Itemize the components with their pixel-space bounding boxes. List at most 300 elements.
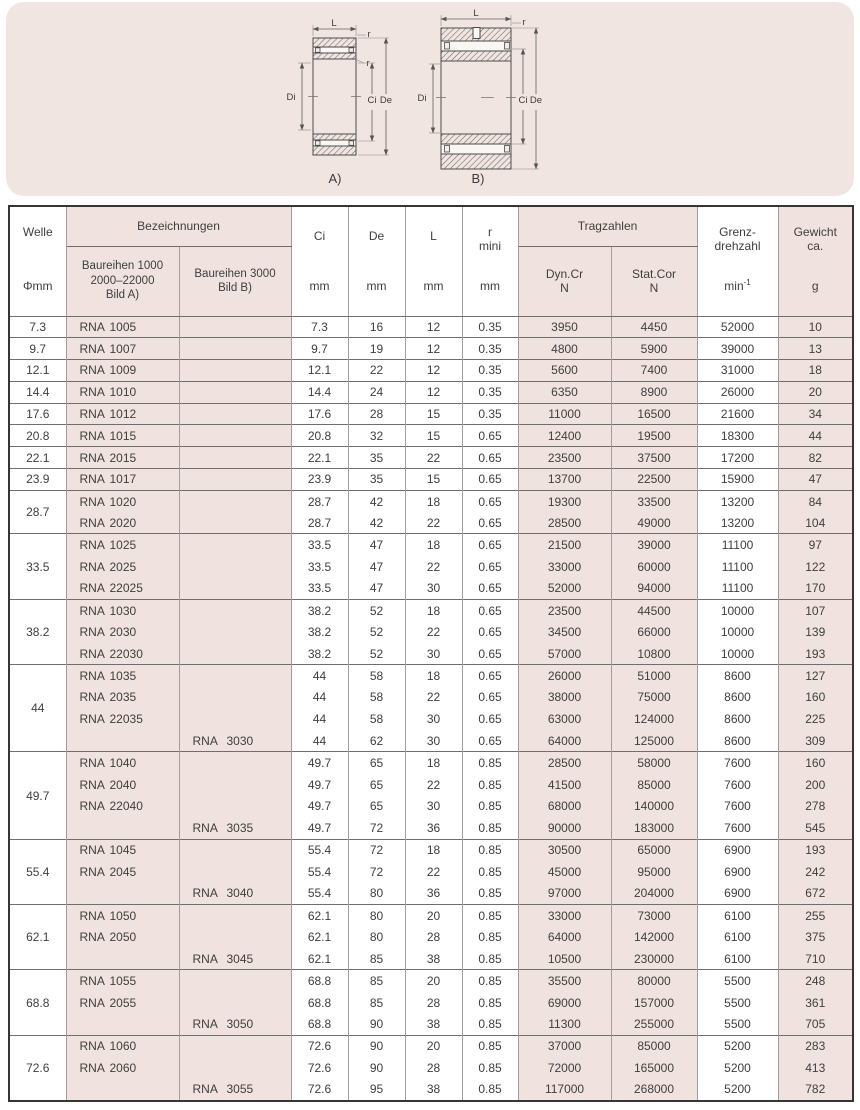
table-row [9, 992, 853, 1014]
table-body [9, 316, 853, 1101]
welle-cell: 72.6 [9, 1035, 66, 1100]
designation-cell-a [66, 490, 179, 512]
table-row [9, 469, 853, 491]
l-cell: 12 [405, 381, 462, 403]
r-mini-cell: 0.65 [462, 687, 518, 709]
l-cell: 22 [405, 447, 462, 469]
grenzdrehzahl-cell: 13200 [697, 512, 778, 534]
grenzdrehzahl-cell: 8600 [697, 665, 778, 687]
r-mini-cell: 0.85 [462, 992, 518, 1014]
designation-number: 2035 [109, 690, 137, 705]
de-cell: 35 [348, 469, 405, 491]
designation-cell-a [66, 469, 179, 491]
designation-number: 1012 [109, 407, 137, 422]
designation-number: 1015 [109, 428, 137, 443]
grenzdrehzahl-cell: 8600 [697, 708, 778, 730]
dim-label-de-b: De [529, 95, 543, 106]
designation-number: 1040 [109, 756, 137, 771]
designation-cell-b [179, 447, 291, 469]
diagram-caption-b: B) [471, 171, 485, 186]
gewicht-cell: 200 [778, 774, 853, 796]
dyncr-cell: 35500 [518, 970, 611, 992]
de-cell: 65 [348, 752, 405, 774]
welle-cell: 55.4 [9, 839, 66, 904]
statcor-cell: 51000 [611, 665, 697, 687]
l-cell: 15 [405, 403, 462, 425]
grenzdrehzahl-cell: 5200 [697, 1057, 778, 1079]
designation-cell-a [66, 665, 179, 687]
designation-prefix: RNA [79, 646, 105, 661]
designation-cell-b [179, 687, 291, 709]
ci-cell: 23.9 [291, 469, 348, 491]
de-cell: 16 [348, 316, 405, 338]
table-row [9, 861, 853, 883]
dyncr-cell: 30500 [518, 839, 611, 861]
l-cell: 18 [405, 839, 462, 861]
header-grenz-label2: drehzahl [714, 239, 761, 254]
table-row [9, 817, 853, 839]
dyncr-cell: 12400 [518, 425, 611, 447]
designation-cell-a [66, 687, 179, 709]
dyncr-cell: 63000 [518, 708, 611, 730]
welle-cell: 12.1 [9, 360, 66, 382]
grenzdrehzahl-cell: 6100 [697, 948, 778, 970]
grenzdrehzahl-cell: 7600 [697, 774, 778, 796]
statcor-cell: 66000 [611, 621, 697, 643]
designation-number: 2045 [109, 864, 137, 879]
r-mini-cell: 0.35 [462, 316, 518, 338]
l-cell: 18 [405, 752, 462, 774]
ci-cell: 33.5 [291, 534, 348, 556]
ci-cell: 9.7 [291, 338, 348, 360]
de-cell: 80 [348, 926, 405, 948]
designation-number: 1020 [109, 494, 137, 509]
header-dyncr: Dyn.Cr N [518, 246, 611, 316]
designation-prefix: RNA [79, 995, 105, 1010]
statcor-cell: 183000 [611, 817, 697, 839]
ci-cell: 44 [291, 687, 348, 709]
dyncr-cell: 5600 [518, 360, 611, 382]
gewicht-cell: 248 [778, 970, 853, 992]
header-welle-unit: Φmm [22, 279, 53, 294]
designation-cell-b [179, 403, 291, 425]
grenzdrehzahl-cell: 21600 [697, 403, 778, 425]
grenzdrehzahl-cell: 10000 [697, 599, 778, 621]
l-cell: 18 [405, 534, 462, 556]
designation-cell-b [179, 1057, 291, 1079]
dim-label-l-b: L [473, 8, 479, 19]
dyncr-cell: 11000 [518, 403, 611, 425]
header-de [348, 206, 405, 316]
gewicht-cell: 283 [778, 1035, 853, 1057]
gewicht-cell: 160 [778, 752, 853, 774]
de-cell: 95 [348, 1079, 405, 1101]
header-r-mini [462, 206, 518, 316]
grenzdrehzahl-cell: 26000 [697, 381, 778, 403]
table-row [9, 381, 853, 403]
designation-cell-a [66, 1014, 179, 1036]
gewicht-cell: 104 [778, 512, 853, 534]
l-cell: 36 [405, 883, 462, 905]
designation-prefix: RNA [79, 472, 105, 487]
r-mini-cell: 0.65 [462, 512, 518, 534]
header-tragzahlen-label: Tragzahlen [577, 219, 638, 234]
welle-cell: 44 [9, 665, 66, 752]
designation-number: 2060 [109, 1060, 137, 1075]
gewicht-cell: 34 [778, 403, 853, 425]
designation-cell-b [179, 1014, 291, 1036]
designation-cell-a [66, 861, 179, 883]
header-bezeichnungen-label: Bezeichnungen [137, 219, 220, 234]
grenzdrehzahl-cell: 6100 [697, 905, 778, 927]
designation-number: 1010 [109, 385, 137, 400]
ci-cell: 38.2 [291, 621, 348, 643]
statcor-cell: 10800 [611, 643, 697, 665]
ci-cell: 44 [291, 708, 348, 730]
designation-cell-b [179, 883, 291, 905]
designation-cell-a [66, 992, 179, 1014]
de-cell: 90 [348, 1057, 405, 1079]
designation-cell-a [66, 578, 179, 600]
designation-cell-a [66, 338, 179, 360]
designation-prefix: RNA [79, 908, 105, 923]
header-r-label2: mini [479, 239, 502, 254]
designation-number: 1005 [109, 319, 137, 334]
ci-cell: 72.6 [291, 1057, 348, 1079]
designation-cell-a [66, 970, 179, 992]
ci-cell: 7.3 [291, 316, 348, 338]
designation-cell-a [66, 643, 179, 665]
gewicht-cell: 44 [778, 425, 853, 447]
table-row [9, 926, 853, 948]
r-mini-cell: 0.85 [462, 905, 518, 927]
de-cell: 47 [348, 578, 405, 600]
designation-cell-b [179, 425, 291, 447]
de-cell: 42 [348, 490, 405, 512]
table-row [9, 883, 853, 905]
l-cell: 28 [405, 926, 462, 948]
designation-prefix: RNA [79, 756, 105, 771]
gewicht-cell: 84 [778, 490, 853, 512]
ci-cell: 17.6 [291, 403, 348, 425]
gewicht-cell: 242 [778, 861, 853, 883]
designation-cell-a [66, 752, 179, 774]
r-mini-cell: 0.35 [462, 360, 518, 382]
header-grenzdrehzahl [697, 206, 778, 316]
ci-cell: 68.8 [291, 1014, 348, 1036]
dyncr-cell: 38000 [518, 687, 611, 709]
designation-prefix: RNA [79, 363, 105, 378]
dyncr-cell: 57000 [518, 643, 611, 665]
ci-cell: 62.1 [291, 948, 348, 970]
r-mini-cell: 0.85 [462, 1079, 518, 1101]
statcor-cell: 49000 [611, 512, 697, 534]
gewicht-cell: 710 [778, 948, 853, 970]
designation-prefix: RNA [79, 385, 105, 400]
bearing-diagrams [278, 2, 578, 192]
gewicht-cell: 97 [778, 534, 853, 556]
table-row [9, 665, 853, 687]
designation-cell-b [179, 948, 291, 970]
table-row [9, 599, 853, 621]
designation-cell-a [66, 534, 179, 556]
ci-cell: 49.7 [291, 752, 348, 774]
designation-cell-a [66, 905, 179, 927]
designation-cell-a [66, 708, 179, 730]
table-row [9, 687, 853, 709]
designation-prefix: RNA [79, 581, 105, 596]
r-mini-cell: 0.35 [462, 338, 518, 360]
l-cell: 12 [405, 316, 462, 338]
designation-number: 2040 [109, 777, 137, 792]
designation-number: 1035 [109, 668, 137, 683]
statcor-cell: 19500 [611, 425, 697, 447]
header-gewicht-label2: ca. [807, 239, 824, 254]
table-row [9, 970, 853, 992]
de-cell: 19 [348, 338, 405, 360]
designation-cell-a [66, 796, 179, 818]
l-cell: 22 [405, 556, 462, 578]
de-cell: 24 [348, 381, 405, 403]
ci-cell: 55.4 [291, 839, 348, 861]
dim-label-ci-b: Ci [518, 95, 528, 106]
designation-cell-b [179, 1079, 291, 1101]
de-cell: 28 [348, 403, 405, 425]
designation-prefix: RNA [79, 843, 105, 858]
designation-cell-a [66, 381, 179, 403]
statcor-cell: 73000 [611, 905, 697, 927]
de-cell: 72 [348, 817, 405, 839]
r-mini-cell: 0.85 [462, 861, 518, 883]
dyncr-cell: 33000 [518, 905, 611, 927]
dim-label-de-a: De [379, 95, 393, 106]
designation-prefix: RNA [79, 494, 105, 509]
designation-cell-b [179, 774, 291, 796]
header-de-unit: mm [366, 279, 387, 294]
header-welle-label: Welle [22, 225, 53, 240]
welle-cell: 33.5 [9, 534, 66, 599]
dim-label-di-a: Di [286, 92, 296, 103]
dyncr-cell: 68000 [518, 796, 611, 818]
designation-cell-a [66, 316, 179, 338]
l-cell: 20 [405, 970, 462, 992]
table-row [9, 796, 853, 818]
designation-prefix: RNA [192, 1082, 218, 1097]
l-cell: 28 [405, 992, 462, 1014]
table-row [9, 512, 853, 534]
designation-number: 1017 [109, 472, 137, 487]
welle-cell: 23.9 [9, 469, 66, 491]
designation-prefix: RNA [79, 1060, 105, 1075]
grenzdrehzahl-cell: 17200 [697, 447, 778, 469]
designation-cell-b [179, 578, 291, 600]
designation-cell-b [179, 905, 291, 927]
dyncr-cell: 97000 [518, 883, 611, 905]
gewicht-cell: 170 [778, 578, 853, 600]
dyncr-cell: 11300 [518, 1014, 611, 1036]
designation-prefix: RNA [192, 820, 218, 835]
designation-number: 2030 [109, 625, 137, 640]
r-mini-cell: 0.65 [462, 578, 518, 600]
designation-cell-a [66, 774, 179, 796]
designation-prefix: RNA [192, 1017, 218, 1032]
de-cell: 62 [348, 730, 405, 752]
designation-number: 2055 [109, 995, 137, 1010]
statcor-cell: 85000 [611, 774, 697, 796]
header-ci-unit: mm [309, 279, 330, 294]
statcor-cell: 94000 [611, 578, 697, 600]
designation-cell-b [179, 360, 291, 382]
header-welle [9, 206, 66, 316]
gewicht-cell: 361 [778, 992, 853, 1014]
statcor-cell: 60000 [611, 556, 697, 578]
de-cell: 52 [348, 599, 405, 621]
dyncr-cell: 23500 [518, 599, 611, 621]
designation-number: 2015 [109, 450, 137, 465]
grenzdrehzahl-cell: 6900 [697, 883, 778, 905]
r-mini-cell: 0.65 [462, 643, 518, 665]
l-cell: 38 [405, 1079, 462, 1101]
table-row [9, 447, 853, 469]
de-cell: 80 [348, 905, 405, 927]
table-row [9, 403, 853, 425]
ci-cell: 68.8 [291, 992, 348, 1014]
designation-cell-b [179, 1035, 291, 1057]
welle-cell: 20.8 [9, 425, 66, 447]
de-cell: 85 [348, 992, 405, 1014]
r-mini-cell: 0.65 [462, 490, 518, 512]
r-mini-cell: 0.65 [462, 534, 518, 556]
grenzdrehzahl-cell: 6900 [697, 861, 778, 883]
grenzdrehzahl-cell: 7600 [697, 752, 778, 774]
grenzdrehzahl-cell: 39000 [697, 338, 778, 360]
designation-prefix: RNA [79, 538, 105, 553]
r-mini-cell: 0.65 [462, 447, 518, 469]
statcor-cell: 4450 [611, 316, 697, 338]
ci-cell: 12.1 [291, 360, 348, 382]
r-mini-cell: 0.85 [462, 817, 518, 839]
designation-cell-a [66, 556, 179, 578]
grenzdrehzahl-cell: 7600 [697, 817, 778, 839]
gewicht-cell: 672 [778, 883, 853, 905]
header-grenz-unit: $\min^{-1}$ [724, 278, 751, 294]
statcor-cell: 33500 [611, 490, 697, 512]
table-row [9, 556, 853, 578]
ci-cell: 14.4 [291, 381, 348, 403]
l-cell: 22 [405, 512, 462, 534]
dim-label-r-top-b: r [522, 17, 526, 28]
de-cell: 52 [348, 621, 405, 643]
dyncr-cell: 13700 [518, 469, 611, 491]
r-mini-cell: 0.85 [462, 774, 518, 796]
grenzdrehzahl-cell: 11100 [697, 578, 778, 600]
designation-number: 22035 [109, 712, 143, 727]
designation-cell-a [66, 1079, 179, 1101]
dyncr-cell: 4800 [518, 338, 611, 360]
dyncr-cell: 45000 [518, 861, 611, 883]
l-cell: 30 [405, 796, 462, 818]
table-row [9, 948, 853, 970]
bearing-diagram-b [418, 8, 543, 186]
designation-prefix: RNA [79, 777, 105, 792]
header-baureihe-a: Baureihen 1000 2000–22000 Bild A) [66, 246, 179, 316]
designation-cell-b [179, 970, 291, 992]
r-mini-cell: 0.65 [462, 708, 518, 730]
table-row [9, 578, 853, 600]
designation-cell-b [179, 512, 291, 534]
dyncr-cell: 72000 [518, 1057, 611, 1079]
designation-cell-a [66, 447, 179, 469]
designation-number: 3050 [226, 1017, 254, 1032]
table-row [9, 425, 853, 447]
grenzdrehzahl-cell: 7600 [697, 796, 778, 818]
statcor-cell: 255000 [611, 1014, 697, 1036]
de-cell: 32 [348, 425, 405, 447]
statcor-cell: 8900 [611, 381, 697, 403]
r-mini-cell: 0.85 [462, 796, 518, 818]
grenzdrehzahl-cell: 5500 [697, 970, 778, 992]
welle-cell: 22.1 [9, 447, 66, 469]
dyncr-cell: 33000 [518, 556, 611, 578]
dyncr-cell: 69000 [518, 992, 611, 1014]
designation-cell-a [66, 839, 179, 861]
r-mini-cell: 0.85 [462, 926, 518, 948]
designation-prefix: RNA [79, 450, 105, 465]
table-row [9, 490, 853, 512]
gewicht-cell: 278 [778, 796, 853, 818]
gewicht-cell: 13 [778, 338, 853, 360]
grenzdrehzahl-cell: 13200 [697, 490, 778, 512]
r-mini-cell: 0.65 [462, 425, 518, 447]
table-row [9, 774, 853, 796]
grenzdrehzahl-cell: 8600 [697, 730, 778, 752]
r-mini-cell: 0.65 [462, 599, 518, 621]
ci-cell: 33.5 [291, 556, 348, 578]
header-gewicht-label1: Gewicht [793, 225, 837, 240]
designation-prefix: RNA [79, 428, 105, 443]
header-l-unit: mm [423, 279, 444, 294]
r-mini-cell: 0.85 [462, 1014, 518, 1036]
designation-cell-b [179, 992, 291, 1014]
welle-cell: 62.1 [9, 905, 66, 970]
l-cell: 36 [405, 817, 462, 839]
bearing-spec-table [8, 205, 854, 1102]
l-cell: 30 [405, 708, 462, 730]
designation-cell-b [179, 839, 291, 861]
table-row [9, 730, 853, 752]
de-cell: 47 [348, 534, 405, 556]
table-row [9, 360, 853, 382]
grenzdrehzahl-cell: 52000 [697, 316, 778, 338]
dim-label-l-a: L [331, 18, 337, 29]
gewicht-cell: 107 [778, 599, 853, 621]
diagram-caption-a: A) [328, 171, 342, 186]
welle-cell: 38.2 [9, 599, 66, 664]
gewicht-cell: 139 [778, 621, 853, 643]
header-gewicht-unit: g [811, 279, 819, 294]
designation-cell-a [66, 883, 179, 905]
designation-cell-b [179, 817, 291, 839]
designation-number: 3055 [226, 1082, 254, 1097]
l-cell: 12 [405, 360, 462, 382]
designation-prefix: RNA [79, 515, 105, 530]
dyncr-cell: 10500 [518, 948, 611, 970]
statcor-cell: 65000 [611, 839, 697, 861]
dyncr-cell: 21500 [518, 534, 611, 556]
statcor-cell: 75000 [611, 687, 697, 709]
gewicht-cell: 82 [778, 447, 853, 469]
ci-cell: 38.2 [291, 599, 348, 621]
